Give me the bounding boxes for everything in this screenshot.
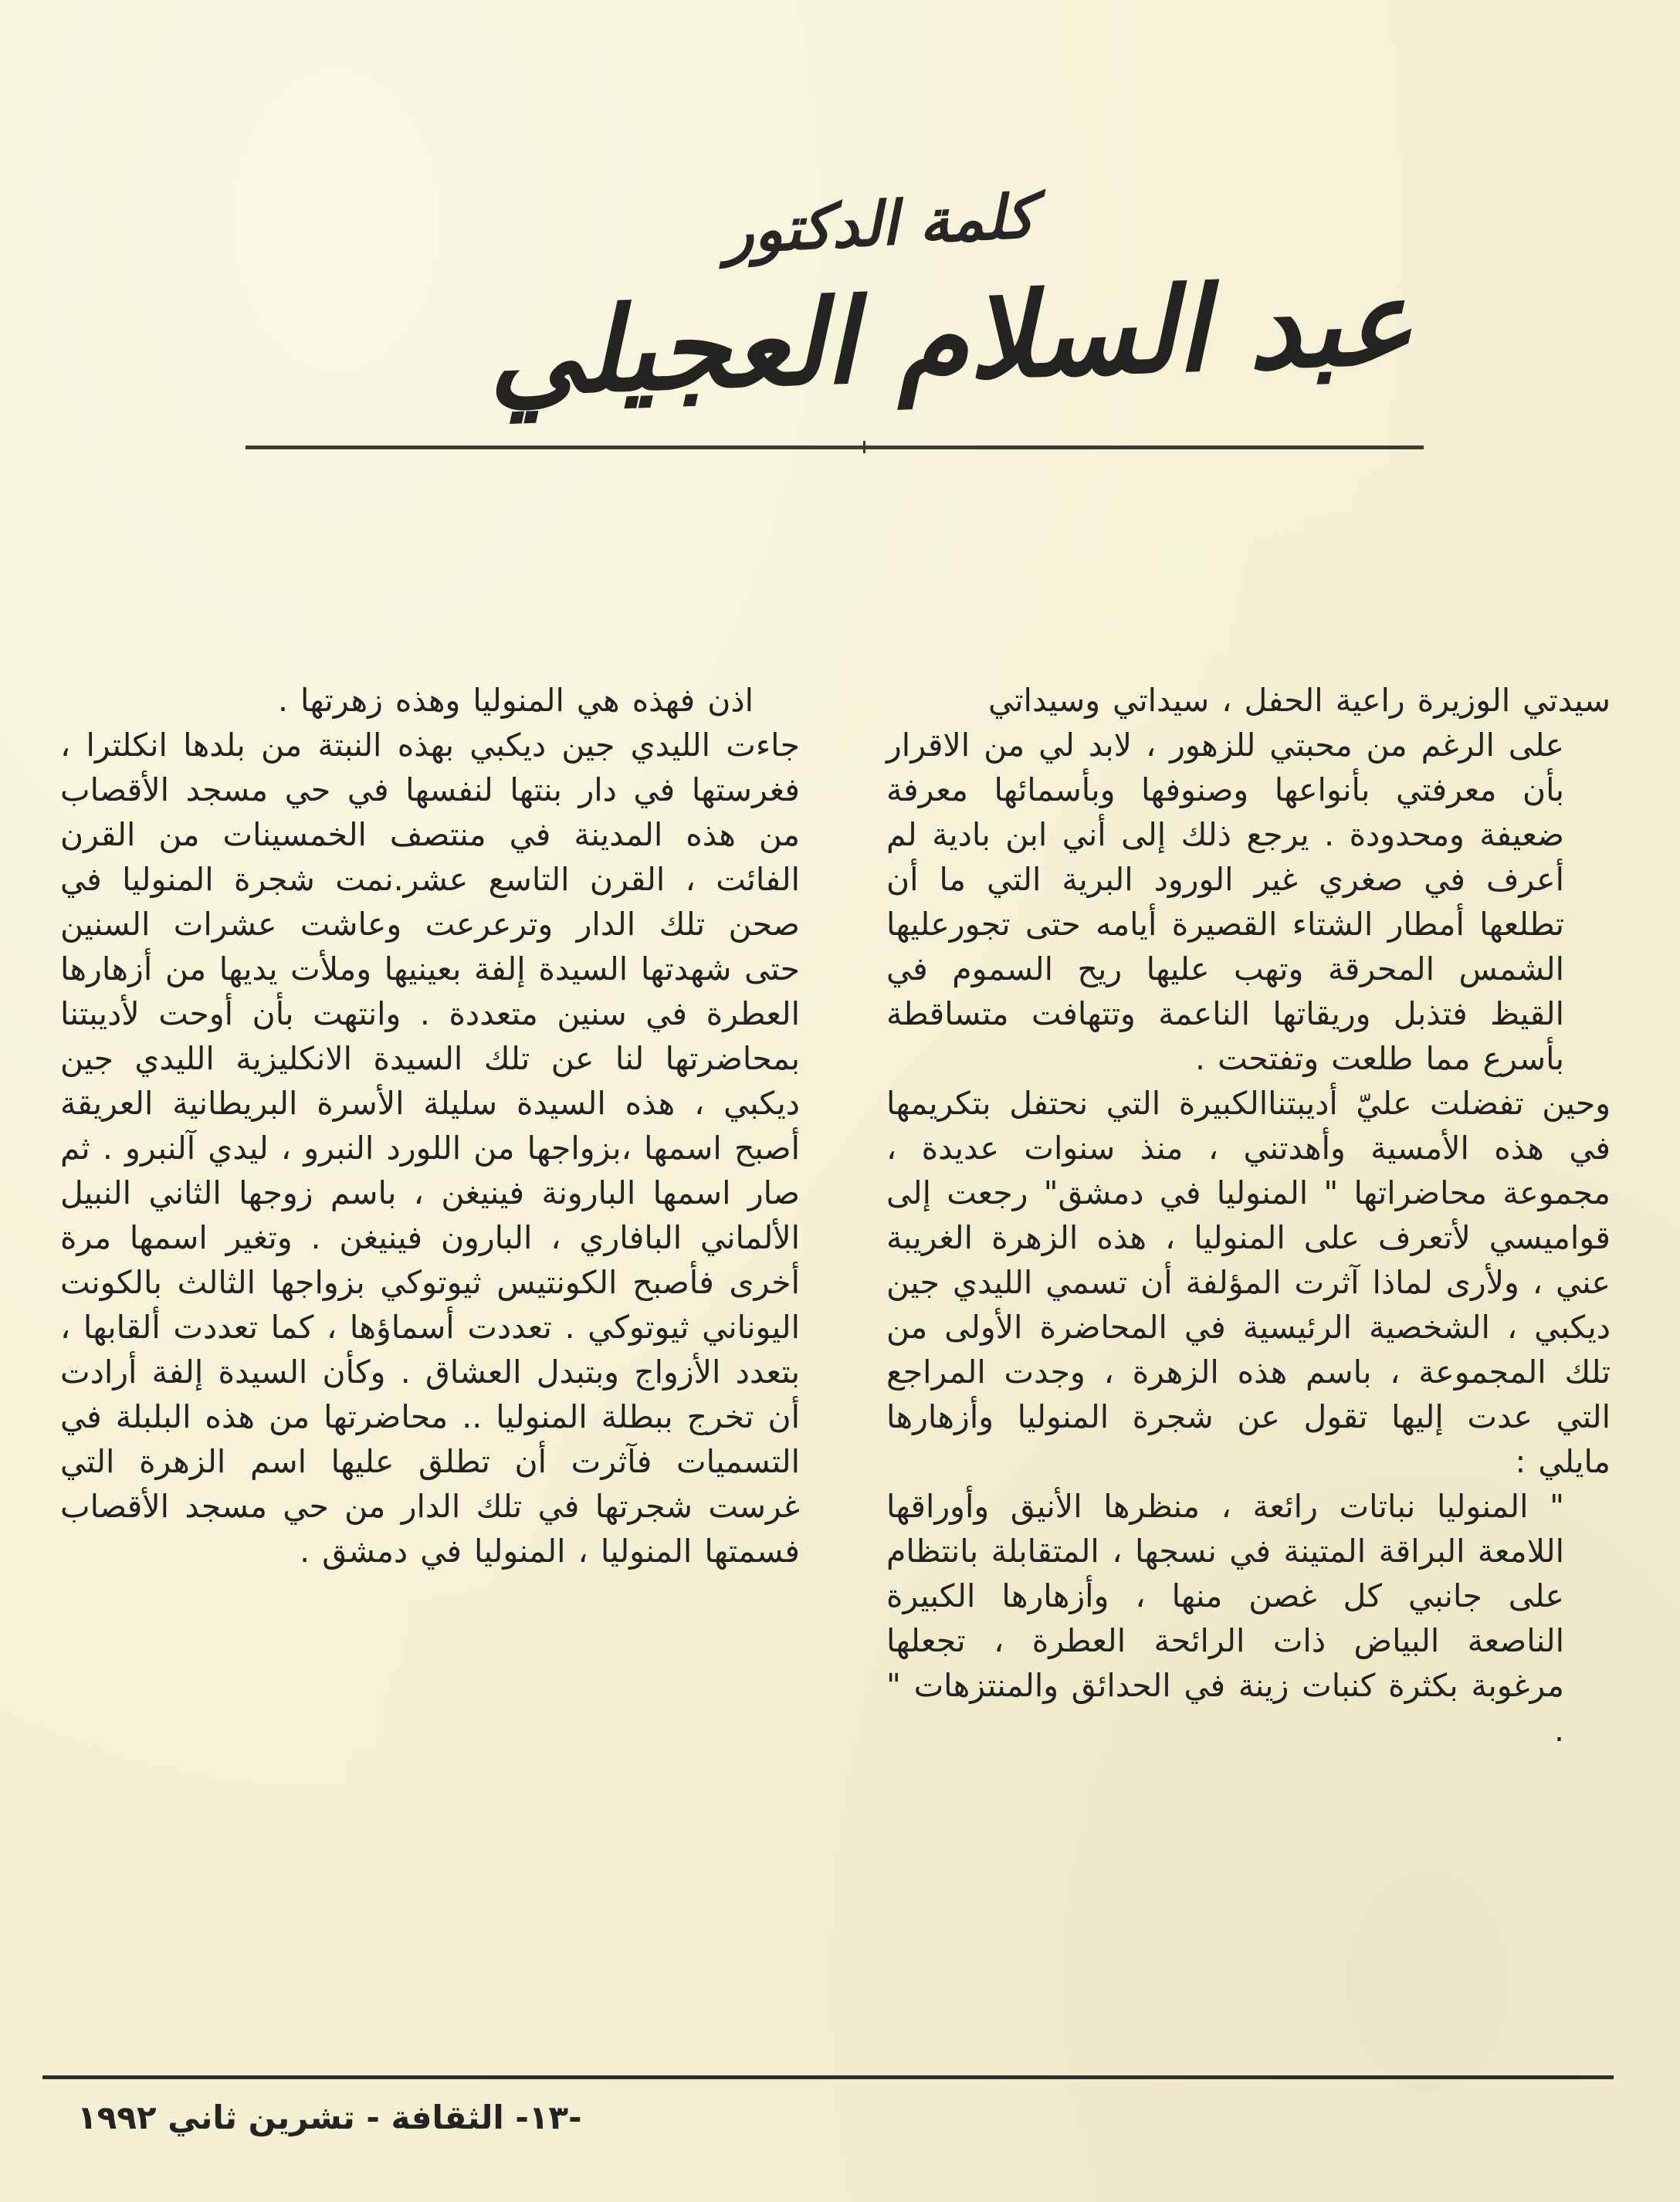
salutation-paragraph: سيدتي الوزيرة راعية الحفل ، سيداتي وسيداتي — [987, 682, 1611, 719]
page-footer: -١٣- الثقافة - تشرين ثاني ١٩٩٢ — [77, 2099, 582, 2136]
title-divider — [246, 445, 1424, 449]
body-paragraph: جاءت الليدي جين ديكبي بهذه النبتة من بلدها انكلترا ، فغرستها في دار بنتها لنفسها في حي مسجد الأقصاب من هذه المدينة في منتصف الخمسينات من القرن الفائت ، القرن التاسع عشر.نمت شجرة المنوليا في صحن تلك الدار وترعرعت وعاشت عشرات السنين حتى شهدتها السيدة إلفة بعينيها وملأت يديها من أزهارها العطرة في سنين متعددة . وانتهت بأن أوحت لأديبتنا بمحاضرتها لنا عن تلك السيدة الانكليزية الليدي جين ديكبي ، هذه السيدة سليلة الأسرة البريطانية العريقة أصبح اسمها ،بزواجها من اللورد النبرو ، ليدي آلنبرو . ثم صار اسمها البارونة فينيغن ، باسم زوجها الثاني النبيل الألماني البافاري ، البارون فينيغن . وتغير اسمها مرة أخرى فأصبح الكونتيس ثيوتوكي بزواجها الثالث بالكونت اليوناني ثيوتوكي . تعددت أسماؤها ، كما تعددت ألقابها ، بتعدد الأزواج وبتبدل العشاق . وكأن السيدة إلفة أرادت أن تخرج ببطلة المنوليا .. محاضرتها من هذه البلبلة في التسميات فآثرت أن تطلق عليها اسم الزهرة التي غرست شجرتها في تلك الدار من حي مسجد الأقصاب فسمتها المنوليا ، المنوليا في دمشق . — [60, 727, 800, 1570]
text-column-right — [886, 678, 1611, 1753]
article-author: عبد السلام العجيلي — [486, 254, 1415, 422]
article-header — [232, 166, 1467, 436]
body-paragraph: اذن فهذه هي المنوليا وهذه زهرتها . — [277, 682, 754, 719]
quote-paragraph: " المنوليا نباتات رائعة ، منظرها الأنيق وأوراقها اللامعة البراقة المتينة في نسجها ، المتقابلة بانتظام على جانبي كل غصن منها ، وأزهارها الكبيرة الناصعة البياض ذات الرائحة العطرة ، تجعلها مرغوبة بكثرة كنبات زينة في الحدائق والمنتزهات " . — [886, 1488, 1564, 1749]
body-paragraph: على الرغم من محبتي للزهور ، لابد لي من الاقرار بأن معرفتي بأنواعها وصنوفها وبأسمائها معرفة ضعيفة ومحدودة . يرجع ذلك إلى أني ابن بادية لم أعرف في صغري غير الورود البرية التي ما أن تطلعها أمطار الشتاء القصيرة أيامه حتى تجورعليها الشمس المحرقة وتهب عليها ريح السموم في القيظ فتذبل وريقاتها الناعمة وتتهافت متساقطة بأسرع مما طلعت وتفتحت . — [886, 727, 1564, 1077]
footer-divider — [42, 2075, 1614, 2079]
article-kicker: كلمة الدكتور — [722, 181, 1037, 268]
text-column-left — [60, 678, 800, 1574]
body-paragraph: وحين تفضلت عليّ أديبتناالكبيرة التي نحتفل بتكريمها في هذه الأمسية وأهدتني ، منذ سنوات عديدة ، مجموعة محاضراتها " المنوليا في دمشق" رجعت إلى قواميسي لأتعرف على المنوليا ، هذه الزهرة الغريبة عني ، ولأرى لماذا آثرت المؤلفة أن تسمي الليدي جين ديكبي ، الشخصية الرئيسية في المحاضرة الأولى من تلك المجموعة ، باسم هذه الزهرة ، وجدت المراجع التي عدت إليها تقول عن شجرة المنوليا وأزهارها مايلي : — [886, 1085, 1611, 1480]
